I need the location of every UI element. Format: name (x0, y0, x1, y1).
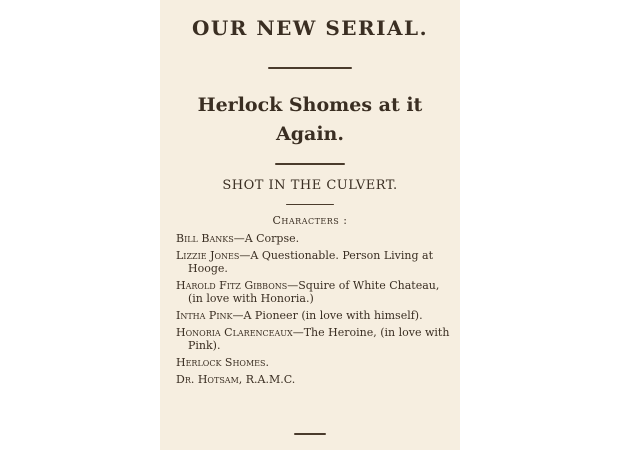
story-title (160, 91, 460, 149)
character-name: Intha Pink (176, 309, 233, 322)
character-role: —Squire of White Chateau, (in love with Honoria.) (188, 279, 440, 305)
characters-heading: Characters : (272, 214, 348, 227)
character-name: Harold Fitz Gibbons (176, 279, 288, 292)
character-name: Honoria Clarenceaux (176, 326, 293, 339)
character-role: —A Questionable. Person Living at Hooge. (188, 249, 434, 275)
decorative-rule (286, 204, 334, 205)
decorative-rule (275, 163, 345, 165)
character-entry (176, 232, 452, 245)
serial-title: OUR NEW SERIAL. (191, 16, 429, 40)
character-list (176, 232, 452, 390)
newspaper-clipping (160, 0, 460, 450)
character-entry (176, 326, 452, 352)
character-role: —The Heroine, (in love with Pink). (188, 326, 450, 352)
story-title-line-2: Again. (276, 123, 344, 145)
character-entry (176, 279, 452, 305)
character-role: —A Pioneer (in love with himself). (232, 309, 423, 322)
character-entry (176, 249, 452, 275)
character-entry (176, 373, 452, 386)
character-role: —A Corpse. (233, 232, 300, 245)
character-name: Dr. Hotsam, (176, 373, 243, 386)
story-title-line-1: Herlock Shomes at it (197, 94, 423, 116)
character-name: Lizzie Jones (176, 249, 240, 262)
character-name: Herlock Shomes. (176, 356, 270, 369)
decorative-rule (294, 433, 326, 435)
character-name: Bill Banks (176, 232, 234, 245)
character-entry (176, 356, 452, 369)
episode-title: SHOT IN THE CULVERT. (222, 178, 398, 193)
character-role: R.A.M.C. (242, 373, 296, 386)
character-entry (176, 309, 452, 322)
decorative-rule (268, 67, 352, 69)
